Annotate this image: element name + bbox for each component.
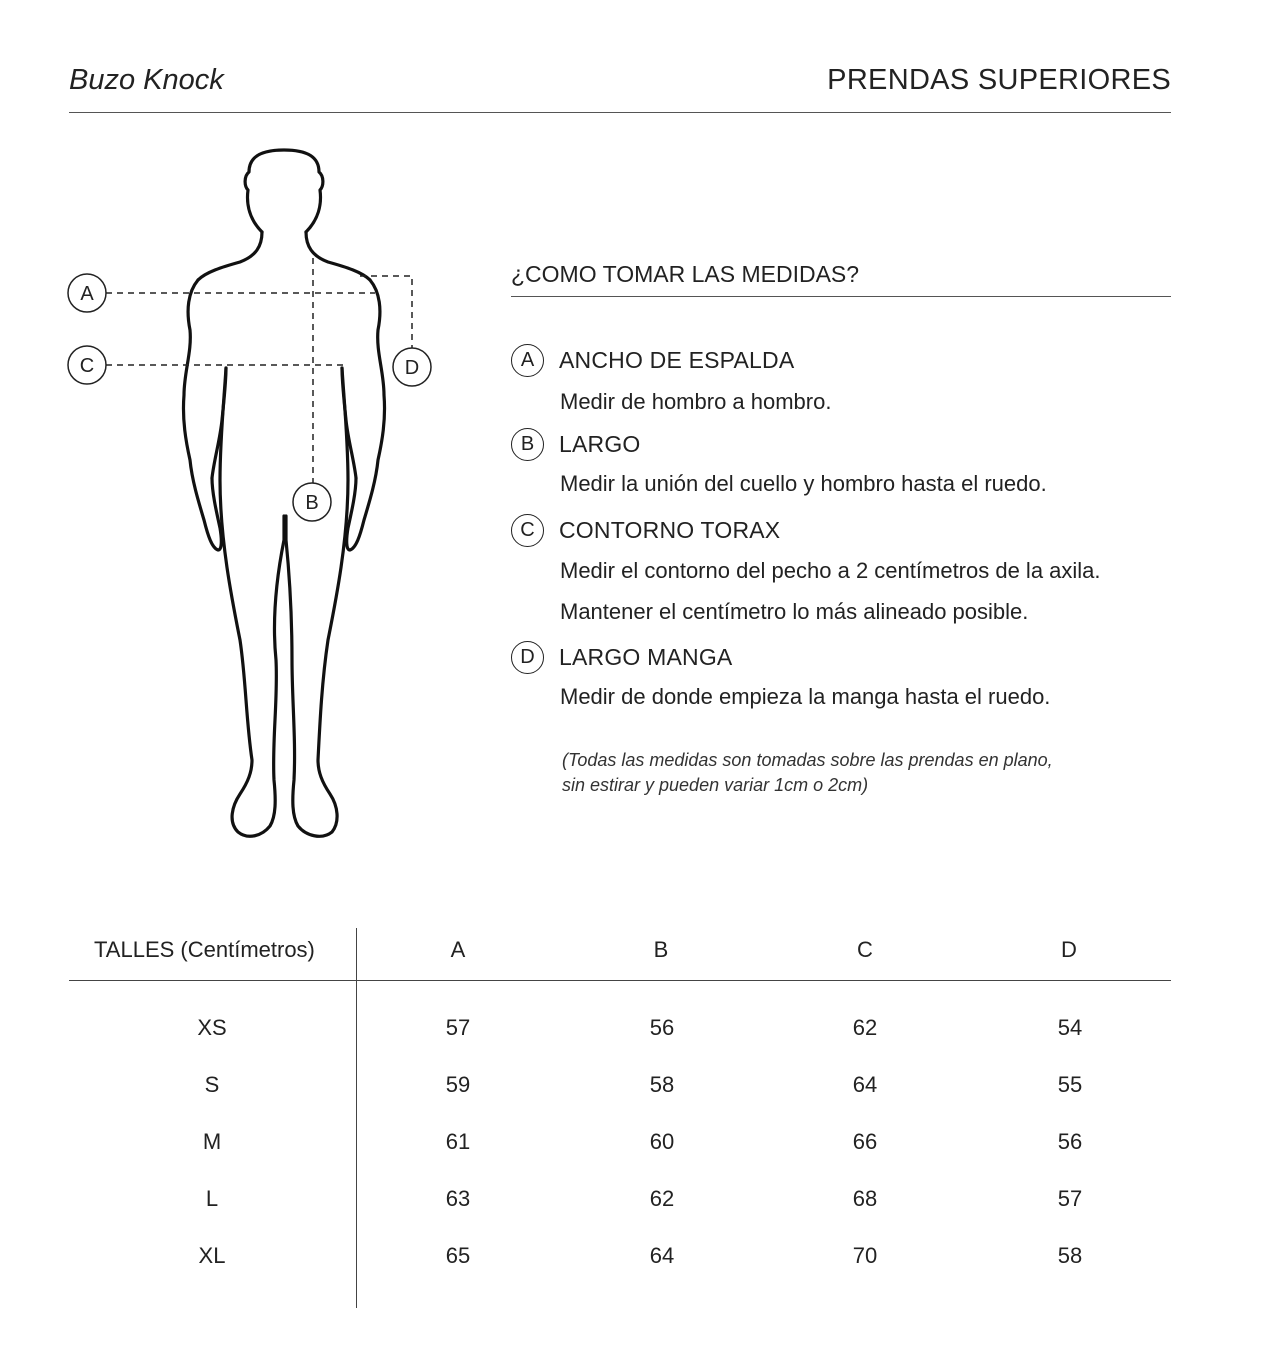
table-cell: 63 — [445, 1186, 471, 1211]
guide-item-title: LARGO — [559, 430, 641, 457]
table-cell: 57 — [1057, 1186, 1083, 1211]
guide-item-d — [511, 640, 732, 674]
guide-item-desc: Medir de hombro a hombro. — [560, 389, 832, 414]
marker-a-label: A — [80, 283, 94, 305]
table-cell: 61 — [445, 1129, 471, 1154]
table-row-size: S — [204, 1072, 220, 1097]
table-row-size: L — [205, 1186, 219, 1211]
table-cell: 56 — [649, 1015, 675, 1040]
column-header-a: A — [450, 937, 466, 962]
badge-c: C — [511, 514, 544, 547]
table-cell: 62 — [852, 1015, 878, 1040]
guide-item-desc: Medir de donde empieza la manga hasta el ruedo. — [560, 684, 1051, 709]
product-name: Buzo Knock — [69, 64, 224, 96]
table-cell: 57 — [445, 1015, 471, 1040]
marker-d — [393, 348, 431, 386]
table-cell: 62 — [649, 1186, 675, 1211]
category-title: PRENDAS SUPERIORES — [827, 64, 1171, 96]
column-header-d: D — [1061, 937, 1077, 962]
guide-item-a — [511, 343, 794, 377]
guide-item-title: CONTORNO TORAX — [559, 516, 781, 543]
guide-item-title: ANCHO DE ESPALDA — [559, 346, 795, 373]
marker-d-label: D — [404, 357, 420, 379]
guide-item-b — [511, 427, 641, 461]
note-line: sin estirar y pueden variar 1cm o 2cm) — [562, 775, 869, 795]
body-outline — [183, 150, 384, 836]
marker-c-label: C — [79, 355, 95, 377]
table-cell: 60 — [649, 1129, 675, 1154]
guide-item-title: LARGO MANGA — [559, 643, 733, 670]
guide-title: ¿COMO TOMAR LAS MEDIDAS? — [511, 261, 860, 287]
badge-d: D — [511, 641, 544, 674]
table-row-size: XL — [198, 1243, 226, 1268]
table-header-label: TALLES (Centímetros) — [94, 937, 315, 962]
guide-item-desc: Medir la unión del cuello y hombro hasta el ruedo. — [560, 471, 1047, 496]
measurement-note — [562, 748, 1053, 798]
column-header-b: B — [653, 937, 669, 962]
table-cell: 56 — [1057, 1129, 1083, 1154]
marker-c — [68, 346, 106, 384]
body-measurement-figure — [60, 140, 440, 850]
table-cell: 64 — [649, 1243, 675, 1268]
guide-divider — [511, 296, 1171, 297]
table-cell: 66 — [852, 1129, 878, 1154]
guide-item-desc: Medir el contorno del pecho a 2 centímetros de la axila. — [560, 558, 1101, 583]
table-row-size: M — [202, 1129, 222, 1154]
marker-a — [68, 274, 106, 312]
note-line: (Todas las medidas son tomadas sobre las prendas en plano, — [562, 750, 1053, 770]
table-vertical-divider — [356, 928, 357, 1308]
table-cell: 64 — [852, 1072, 878, 1097]
table-cell: 54 — [1057, 1015, 1083, 1040]
marker-b — [293, 483, 331, 521]
badge-a: A — [511, 344, 544, 377]
guide-item-desc: Mantener el centímetro lo más alineado posible. — [560, 599, 1029, 624]
table-cell: 68 — [852, 1186, 878, 1211]
table-cell: 58 — [1057, 1243, 1083, 1268]
table-cell: 65 — [445, 1243, 471, 1268]
column-header-c: C — [857, 937, 873, 962]
table-cell: 58 — [649, 1072, 675, 1097]
measurement-guides — [106, 258, 412, 484]
table-cell: 55 — [1057, 1072, 1083, 1097]
table-cell: 70 — [852, 1243, 878, 1268]
table-cell: 59 — [445, 1072, 471, 1097]
table-header-divider — [69, 980, 1171, 981]
badge-b: B — [511, 428, 544, 461]
table-row-size: XS — [197, 1015, 227, 1040]
header-divider — [69, 112, 1171, 113]
guide-item-c — [511, 513, 780, 547]
marker-b-label: B — [305, 492, 319, 514]
